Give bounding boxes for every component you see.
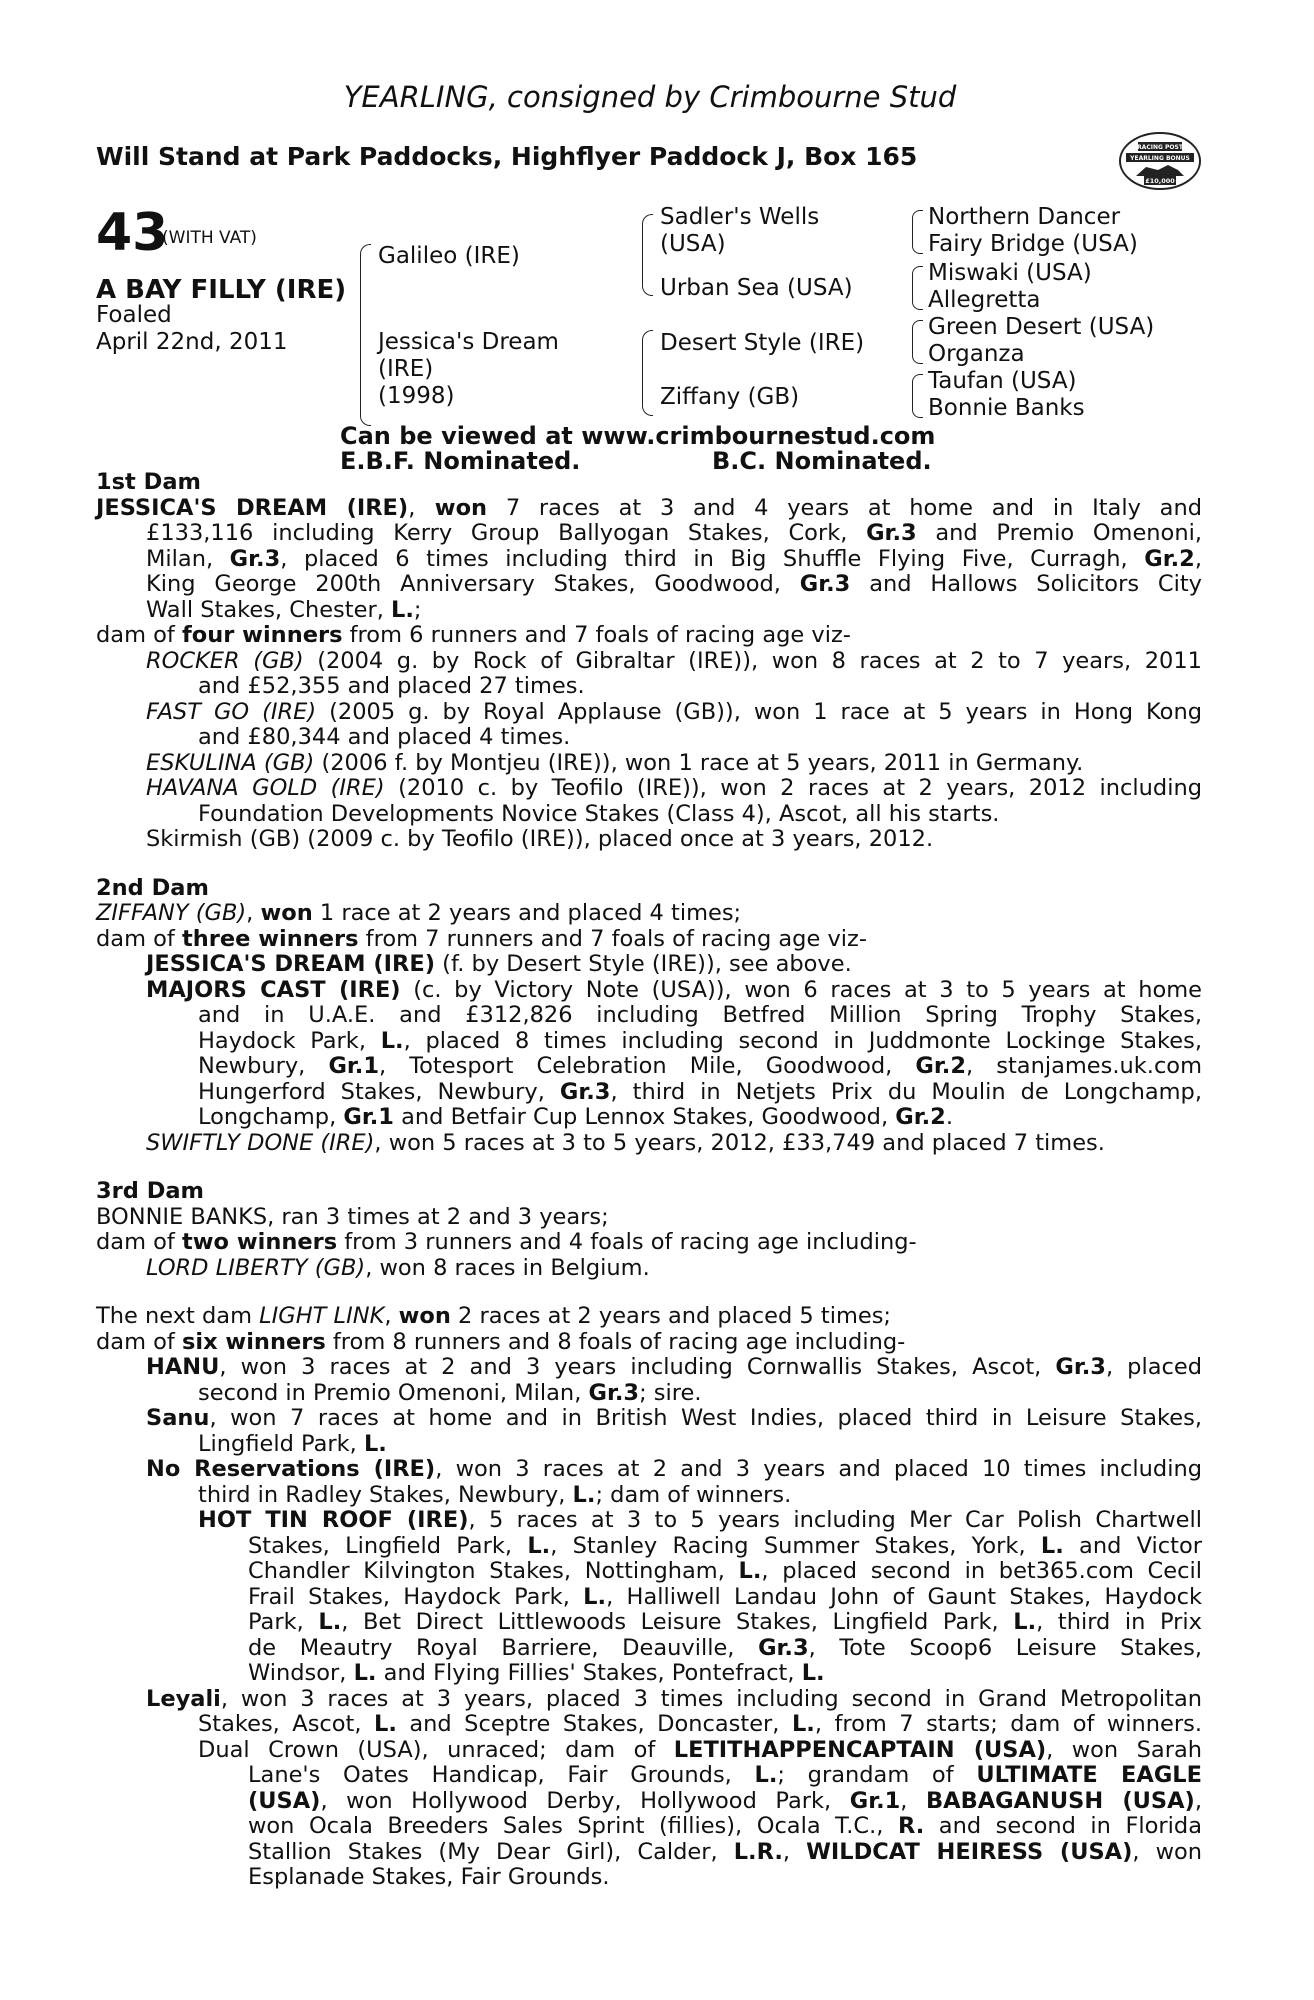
text-run: , 5 races at 3 to 5 years including Mer Car Polish Chartwell <box>468 1507 1202 1533</box>
text-run: Lingfield Park, <box>198 1430 364 1457</box>
emphasis-text: Gr.2 <box>1144 545 1195 572</box>
text-run: (2005 g. by Royal Applause (GB)), won 1 race at 5 years in Hong Kong <box>316 698 1202 725</box>
emphasis-text: 2nd Dam <box>96 874 209 901</box>
emphasis-text: L. <box>754 1762 778 1788</box>
text-run: 7 races at 3 and 4 years at home and in Italy and <box>487 494 1202 521</box>
text-run: and Hallows Solicitors City <box>850 571 1202 597</box>
text-run: 1 race at 2 years and placed 4 times; <box>312 900 742 926</box>
text-line <box>96 496 1202 522</box>
text-run: , Halliwell Landau John of Gaunt Stakes, Haydock <box>606 1583 1202 1610</box>
text-line <box>96 876 1202 902</box>
emphasis-text: L. <box>1013 1609 1037 1635</box>
emphasis-text: Gr.1 <box>849 1787 901 1814</box>
text-run: dam of <box>96 925 182 952</box>
italic-name: FAST GO (IRE) <box>146 698 317 725</box>
text-run: dam of <box>96 1229 182 1255</box>
emphasis-text: L. <box>801 1660 825 1686</box>
text-run: and £80,344 and placed 4 times. <box>198 724 571 750</box>
text-line <box>96 1406 1202 1432</box>
emphasis-text: Gr.3 <box>229 545 281 572</box>
text-run: Windsor, <box>248 1660 354 1686</box>
emphasis-text: ULTIMATE EAGLE <box>976 1762 1203 1788</box>
text-run: , won 7 races at home and in British West Indies, placed third in Leisure Stakes, <box>209 1405 1202 1431</box>
text-line <box>96 1003 1202 1029</box>
pedigree-dam-sire: Desert Style (IRE) <box>660 330 865 356</box>
stand-location: Will Stand at Park Paddocks, Highflyer Paddock J, Box 165 <box>96 142 918 171</box>
text-line <box>96 1432 1202 1458</box>
text-run: , won Hollywood Derby, Hollywood Park, <box>320 1787 850 1814</box>
text-run: , third in Netjets Prix du Moulin de Longchamp, <box>610 1078 1202 1105</box>
text-run: de Meautry Royal Barriere, Deauville, <box>248 1634 759 1661</box>
italic-name: LORD LIBERTY (GB) <box>146 1254 366 1281</box>
text-line <box>96 1054 1202 1080</box>
text-run: , won 3 races at 2 and 3 years and placed 10 times including <box>435 1456 1203 1482</box>
text-line <box>96 598 1202 624</box>
pedigree-dss: Green Desert (USA) <box>928 314 1155 340</box>
emphasis-text: L. <box>583 1583 607 1610</box>
text-run: Chandler Kilvington Stakes, Nottingham, <box>248 1558 739 1584</box>
text-run: (c. by Victory Note (USA)), won 6 races at 3 to 5 years at home <box>400 976 1202 1003</box>
pedigree-sire-sire-line2: (USA) <box>660 231 726 257</box>
pedigree-dam-line2: (IRE) <box>378 356 434 382</box>
emphasis-text: Gr.3 <box>588 1379 640 1406</box>
emphasis-text: Gr.3 <box>799 571 851 597</box>
badge-line-2: YEARLING BONUS <box>1130 155 1190 162</box>
text-line <box>96 470 1202 496</box>
pedigree-brace <box>642 214 653 296</box>
emphasis-text: Gr.1 <box>343 1104 394 1130</box>
text-run: , <box>900 1787 926 1814</box>
text-run: , won 3 races at 3 years, placed 3 times including second in Grand Metropolitan <box>220 1685 1202 1712</box>
emphasis-text: BABAGANUSH (USA) <box>926 1787 1195 1814</box>
text-line <box>96 547 1202 573</box>
text-line <box>96 1585 1202 1611</box>
pedigree-ddd: Bonnie Banks <box>928 395 1085 421</box>
bc-nominated: B.C. Nominated. <box>712 447 932 475</box>
text-line <box>96 674 1202 700</box>
text-run: , <box>408 494 416 521</box>
text-run: , <box>1194 545 1202 572</box>
emphasis-text: MAJORS CAST (IRE) <box>146 976 401 1003</box>
emphasis-text: Gr.3 <box>866 520 917 546</box>
text-line <box>96 725 1202 751</box>
text-run: and Betfair Cup Lennox Stakes, Goodwood, <box>393 1104 896 1130</box>
emphasis-text: two winners <box>181 1229 338 1255</box>
text-run: Milan, <box>146 545 230 572</box>
emphasis-text: Gr.1 <box>328 1053 379 1079</box>
text-line <box>96 1381 1202 1407</box>
emphasis-text: L. <box>527 1532 551 1559</box>
emphasis-text: L. <box>738 1558 762 1584</box>
text-run: Stakes, Ascot, <box>198 1711 375 1737</box>
text-run: Frail Stakes, Haydock Park, <box>248 1583 584 1610</box>
text-line <box>96 1355 1202 1381</box>
text-line <box>96 927 1202 953</box>
pedigree-dam-line1: Jessica's Dream <box>378 329 559 355</box>
emphasis-text: Gr.3 <box>559 1078 611 1105</box>
text-run: , Bet Direct Littlewoods Leisure Stakes, Lingfield Park, <box>341 1609 1014 1635</box>
emphasis-text: Sanu <box>146 1405 210 1431</box>
emphasis-text: 1st Dam <box>96 469 201 495</box>
text-line <box>96 1636 1202 1662</box>
pedigree-sire-sire-line1: Sadler's Wells <box>660 204 820 230</box>
emphasis-text: Gr.3 <box>1055 1354 1106 1380</box>
lot-name: A BAY FILLY (IRE) <box>96 275 347 305</box>
emphasis-text: won <box>260 900 313 926</box>
emphasis-text: L. <box>791 1711 815 1737</box>
text-run: Park, <box>248 1609 319 1635</box>
text-run: second in Premio Omenoni, Milan, <box>198 1379 589 1406</box>
text-run: dam of <box>96 1328 182 1355</box>
pedigree-ssd: Fairy Bridge (USA) <box>928 231 1138 257</box>
italic-name: LIGHT LINK <box>259 1303 385 1329</box>
emphasis-text: L. <box>391 596 414 623</box>
text-run: , won Sarah <box>1046 1736 1203 1763</box>
text-run: (2010 c. by Teofilo (IRE)), won 2 races at 2 years, 2012 including <box>384 775 1202 801</box>
emphasis-text: HANU <box>146 1354 220 1380</box>
lot-number: 43 <box>96 203 169 263</box>
emphasis-text: (USA) <box>248 1787 321 1814</box>
text-line <box>96 1330 1202 1356</box>
emphasis-text: Leyali <box>146 1685 221 1712</box>
text-line <box>96 623 1202 649</box>
text-line <box>96 1712 1202 1738</box>
text-run: ; <box>413 596 422 623</box>
text-run: , Tote Scoop6 Leisure Stakes, <box>808 1634 1202 1661</box>
text-line <box>96 751 1202 777</box>
text-run: ; sire. <box>639 1379 702 1406</box>
text-line <box>96 1304 1202 1330</box>
text-run: and Victor <box>1063 1532 1203 1559</box>
ebf-nominated: E.B.F. Nominated. <box>340 447 581 475</box>
text-run: ; dam of winners. <box>595 1481 792 1508</box>
text-line <box>96 1105 1202 1131</box>
text-run: , won 5 races at 3 to 5 years, 2012, £33,749 and placed 7 times. <box>374 1129 1105 1156</box>
emphasis-text: won <box>415 494 488 521</box>
text-line <box>96 1814 1202 1840</box>
text-line <box>96 1508 1202 1534</box>
emphasis-text: Gr.3 <box>758 1634 809 1661</box>
text-run: BONNIE BANKS, ran 3 times at 2 and 3 years; <box>96 1203 609 1230</box>
pedigree-brace <box>912 320 923 364</box>
text-run: Skirmish (GB) (2009 c. by Teofilo (IRE)), placed once at 3 years, 2012. <box>146 826 934 852</box>
text-line <box>96 1534 1202 1560</box>
pedigree-brace <box>912 266 923 310</box>
emphasis-text: six winners <box>181 1328 326 1355</box>
text-run: , stanjames.uk.com <box>965 1053 1202 1079</box>
emphasis-text: L. <box>353 1660 377 1686</box>
text-line <box>96 1687 1202 1713</box>
text-run: Dual Crown (USA), unraced; dam of <box>198 1736 674 1763</box>
pedigree-dsd: Organza <box>928 341 1025 367</box>
text-line <box>96 1840 1202 1866</box>
emphasis-text: L. <box>1040 1532 1064 1559</box>
text-run: King George 200th Anniversary Stakes, Goodwood, <box>146 571 800 597</box>
text-run: Longchamp, <box>198 1104 344 1130</box>
text-run: , <box>1194 1787 1202 1814</box>
text-line <box>96 700 1202 726</box>
lot-vat: (WITH VAT) <box>162 228 257 248</box>
text-line <box>96 1789 1202 1815</box>
text-run: dam of <box>96 622 182 648</box>
text-run: Newbury, <box>198 1053 329 1079</box>
text-line <box>96 1029 1202 1055</box>
emphasis-text: won <box>398 1303 451 1329</box>
text-line <box>96 1080 1202 1106</box>
italic-name: SWIFTLY DONE (IRE) <box>146 1129 375 1156</box>
text-run: (2006 f. by Montjeu (IRE)), won 1 race at 5 years, 2011 in Germany. <box>314 749 1084 776</box>
text-line <box>96 1763 1202 1789</box>
text-run: and Flying Fillies' Stakes, Pontefract, <box>376 1660 802 1686</box>
text-run: and second in Florida <box>924 1813 1202 1839</box>
text-line <box>96 521 1202 547</box>
pedigree-dam-dam: Ziffany (GB) <box>660 384 800 410</box>
text-line <box>96 1457 1202 1483</box>
text-run: , won <box>1132 1838 1202 1865</box>
emphasis-text: L. <box>363 1430 387 1457</box>
emphasis-text: L. <box>374 1711 397 1737</box>
text-run: , <box>246 900 261 926</box>
text-line <box>96 1610 1202 1636</box>
text-run: Haydock Park, <box>198 1027 381 1054</box>
pedigree-dam-line3: (1998) <box>378 383 455 409</box>
text-run: Stakes, Lingfield Park, <box>248 1532 528 1559</box>
text-line <box>96 802 1202 828</box>
text-run: ; grandam of <box>777 1762 977 1788</box>
text-run: won Ocala Breeders Sales Sprint (fillies), Ocala T.C., <box>248 1813 898 1839</box>
emphasis-text: 3rd Dam <box>96 1178 204 1204</box>
text-run: , Stanley Racing Summer Stakes, York, <box>550 1532 1041 1559</box>
emphasis-text: R. <box>897 1813 925 1839</box>
text-run: , from 7 starts; dam of winners. <box>814 1711 1203 1737</box>
italic-name: ESKULINA (GB) <box>146 749 315 776</box>
emphasis-text: three winners <box>181 925 359 952</box>
page-title: YEARLING, consigned by Crimbourne Stud <box>343 80 957 114</box>
text-line <box>96 952 1202 978</box>
pedigree-sdd: Allegretta <box>928 287 1041 313</box>
text-run: £133,116 including Kerry Group Ballyogan Stakes, Cork, <box>146 520 867 546</box>
text-line <box>96 1230 1202 1256</box>
text-run: 2 races at 2 years and placed 5 times; <box>450 1303 892 1329</box>
paragraph-gap <box>96 1156 1202 1179</box>
text-run: from 3 runners and 4 foals of racing age including- <box>337 1229 917 1255</box>
emphasis-text: JESSICA'S DREAM (IRE) <box>146 951 436 977</box>
text-run: , placed <box>1105 1354 1202 1380</box>
badge-line-3: £10,000 <box>1145 177 1175 185</box>
text-line <box>96 1483 1202 1509</box>
text-line <box>96 827 1202 853</box>
foaled-date: April 22nd, 2011 <box>96 329 288 355</box>
text-run: third in Radley Stakes, Newbury, <box>198 1481 573 1508</box>
text-run: and £52,355 and placed 27 times. <box>198 673 585 699</box>
pedigree-brace <box>912 374 923 418</box>
emphasis-text: HOT TIN ROOF (IRE) <box>198 1507 469 1533</box>
text-run: , <box>384 1303 399 1329</box>
emphasis-text: Gr.2 <box>915 1053 966 1079</box>
text-line <box>96 1256 1202 1282</box>
text-line <box>96 649 1202 675</box>
paragraph-gap <box>96 1281 1202 1304</box>
pedigree-dds: Taufan (USA) <box>928 368 1077 394</box>
pedigree-brace <box>642 330 653 416</box>
text-run: and in U.A.E. and £312,826 including Betfred Million Spring Trophy Stakes, <box>198 1002 1202 1028</box>
pedigree-sire-dam: Urban Sea (USA) <box>660 275 853 301</box>
text-run: Foundation Developments Novice Stakes (Class 4), Ascot, all his starts. <box>198 800 1000 827</box>
text-run: from 6 runners and 7 foals of racing age viz- <box>342 622 851 648</box>
badge-line-1: RACING POST <box>1137 144 1183 151</box>
emphasis-text: WILDCAT HEIRESS (USA) <box>806 1838 1133 1865</box>
text-run: Hungerford Stakes, Newbury, <box>198 1078 560 1105</box>
text-line <box>96 1179 1202 1205</box>
text-run: , won 8 races in Belgium. <box>365 1254 650 1281</box>
dam-record <box>96 470 1202 1891</box>
pedigree-sire: Galileo (IRE) <box>378 243 520 269</box>
text-run: . <box>945 1104 953 1130</box>
pedigree-sds: Miswaki (USA) <box>928 260 1092 286</box>
text-line <box>96 901 1202 927</box>
emphasis-text: L. <box>318 1609 342 1635</box>
text-line <box>96 978 1202 1004</box>
text-run: and Sceptre Stakes, Doncaster, <box>396 1711 792 1737</box>
emphasis-text: L. <box>380 1027 404 1054</box>
text-run: Wall Stakes, Chester, <box>146 596 391 623</box>
text-run: , won 3 races at 2 and 3 years including Cornwallis Stakes, Ascot, <box>219 1354 1056 1380</box>
emphasis-text: LETITHAPPENCAPTAIN (USA) <box>673 1736 1047 1763</box>
text-run: , <box>782 1838 807 1865</box>
text-run: , placed second in bet365.com Cecil <box>761 1558 1202 1584</box>
italic-name: ROCKER (GB) <box>146 647 304 674</box>
emphasis-text: four winners <box>181 622 343 648</box>
foaled-label: Foaled <box>96 302 172 328</box>
text-run: , placed 6 times including third in Big Shuffle Flying Five, Curragh, <box>280 545 1145 572</box>
emphasis-text: L. <box>572 1481 596 1508</box>
text-line <box>96 1738 1202 1764</box>
viewing-url-note: Can be viewed at www.crimbournestud.com <box>340 422 936 450</box>
text-run: , third in Prix <box>1036 1609 1202 1635</box>
text-run: , placed 8 times including second in Juddmonte Lockinge Stakes, <box>403 1027 1202 1054</box>
text-line <box>96 1205 1202 1231</box>
pedigree-sss: Northern Dancer <box>928 204 1121 230</box>
text-run: and Premio Omenoni, <box>916 520 1202 546</box>
yearling-bonus-badge-icon <box>1118 130 1202 192</box>
italic-name: ZIFFANY (GB) <box>96 900 247 926</box>
text-run: , Totesport Celebration Mile, Goodwood, <box>379 1053 916 1079</box>
text-line <box>96 1661 1202 1687</box>
text-run: (f. by Desert Style (IRE)), see above. <box>435 951 852 977</box>
text-run: from 8 runners and 8 foals of racing age including- <box>325 1328 906 1355</box>
text-run: Stallion Stakes (My Dear Girl), Calder, <box>248 1838 734 1865</box>
text-line <box>96 1865 1202 1891</box>
paragraph-gap <box>96 853 1202 876</box>
text-run: (2004 g. by Rock of Gibraltar (IRE)), won 8 races at 2 to 7 years, 2011 <box>303 647 1202 674</box>
text-line <box>96 776 1202 802</box>
text-run: The next dam <box>96 1303 260 1329</box>
emphasis-text: JESSICA'S DREAM (IRE) <box>96 494 409 521</box>
text-run: from 7 runners and 7 foals of racing age viz- <box>358 925 867 952</box>
italic-name: HAVANA GOLD (IRE) <box>146 775 385 801</box>
emphasis-text: No Reservations (IRE) <box>146 1456 436 1482</box>
emphasis-text: L.R. <box>733 1838 783 1865</box>
pedigree-brace <box>912 210 923 254</box>
text-run: Esplanade Stakes, Fair Grounds. <box>248 1864 610 1890</box>
text-line <box>96 572 1202 598</box>
emphasis-text: Gr.2 <box>895 1104 946 1130</box>
text-line <box>96 1559 1202 1585</box>
text-line <box>96 1131 1202 1157</box>
pedigree-brace <box>360 244 371 426</box>
text-run: Lane's Oates Handicap, Fair Grounds, <box>248 1762 755 1788</box>
